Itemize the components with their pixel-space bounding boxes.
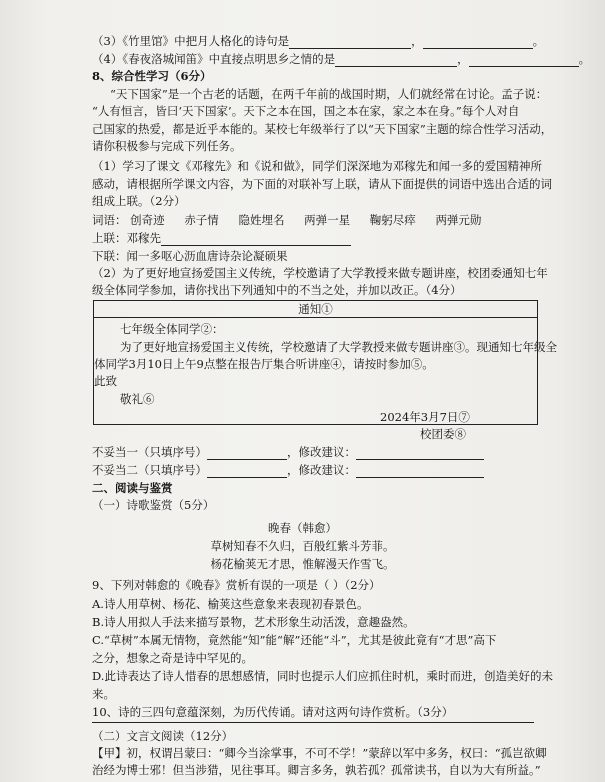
poem-line: 草树知春不久归，百般红紫斗芳菲。 [210,539,395,553]
q8-1-line: （1）学习了课文《邓稼先》和《说和做》，同学们深深地为邓稼先和闻一多的爱国精神所 [92,159,543,173]
answer-blank-4b[interactable] [469,54,579,67]
question-3-text: （3）《竹里馆》中把月人格化的诗句是 [92,34,290,48]
vocab-item: 两弹一星 [304,213,351,227]
q8-intro-line: 己国家的热爱，都是近乎本能的。某校七年级举行了以“天下国家”主题的综合性学习活动， [92,122,553,136]
couplet-upper: 上联：邓稼先 [92,230,351,246]
poem-title: 晚春（韩愈） [268,521,337,535]
poem-line: 杨花榆荚无才思，惟解漫天作雪飞。 [210,557,395,571]
notice-body-line: 体同学3月10日上午9点整在报告厅集合听讲座④，请按时参加⑤。 [94,357,434,371]
answer-blank-3a[interactable] [289,36,411,49]
answer-blank-4a[interactable] [335,54,457,67]
q9-option: A.诗人用草树、杨花、榆荚这些意象来表现初春景色。 [92,597,369,611]
vocab-item: 两弹元勋 [435,213,482,227]
notice-signer: 校团委⑧ [420,427,466,441]
notice-box [93,300,557,425]
notice-divider [94,317,537,318]
notice-cizhi: 此致 [94,374,117,388]
answer-blank-3b[interactable] [423,36,533,49]
question-4: （4）《春夜洛城闻笛》中直接点明思乡之情的是 ， 。 [92,52,591,66]
vocab-item: 鞠躬尽瘁 [369,213,416,227]
vocab-list: 词语： 创奇迹 赤子情 隐姓埋名 两弹一星 鞠躬尽瘁 两弹元勋 [92,213,482,227]
q8-intro-line: “人有恒言，皆曰‘天下国家’。天下之本在国，国之本在家，家之本在身。”每个人对自 [92,104,520,118]
section-2-title: 二、阅读与鉴赏 [92,481,173,495]
section-2-2-title: （二）文言文阅读（12分） [92,729,234,743]
wenyan-line: 治经为博士邪！但当涉猎，见往事耳。卿言多务，孰若孤？孤常读书，自以为大有所益。” [92,763,541,777]
fix-1-blank[interactable] [356,447,484,460]
couplet-lower: 下联：闻一多呕心沥血唐诗杂论凝硕果 [92,249,288,263]
notice-greeting: 七年级全体同学②： [120,322,224,336]
q9-option: 来。 [92,687,115,701]
vocab-item: 赤子情 [184,213,219,227]
notice-date: 2024年3月7日⑦ [380,410,470,424]
q8-1-line: 感动，请根据所学课文内容，为下面的对联补写上联，请从下面提供的词语中选出合适的词 [92,177,552,191]
question-10: 10、诗的三四句意蕴深刻，为历代传诵。请对这两句诗作赏析。（3分） [92,705,454,719]
wenyan-line: 【甲】初，权谓吕蒙曰：“卿今当涂掌事，不可不学！”蒙辞以军中多务，权曰：“孤岂欲卿 [92,746,547,760]
notice-title: 通知① [298,302,333,316]
notice-jingli: 敬礼⑥ [120,392,155,406]
notice-body-line: 为了更好地宣扬爱国主义传统，学校邀请了大学教授来做专题讲座③。现通知七年级全 [120,340,557,354]
section-2-1-title: （一）诗歌鉴赏（5分） [92,498,215,512]
q9-option: B.诗人用拟人手法来描写景物，艺术形象生动活泼，意趣盎然。 [92,615,415,629]
question-3: （3）《竹里馆》中把月人格化的诗句是 ， 。 [92,34,545,48]
q8-2-line: 级全体同学参加，请你找出下列通知中的不当之处，并加以改正。（4分） [92,283,462,297]
question-9: 9、下列对韩愈的《晚春》赏析有误的一项是（ ）（2分） [92,578,381,592]
question-4-text: （4）《春夜洛城闻笛》中直接点明思乡之情的是 [92,52,336,66]
q8-intro-line: “天下国家”是一个古老的话题，在两千年前的战国时期，人们就经常在讨论。孟子说： [110,87,548,101]
improper-1: 不妥当一（只填序号） ，修改建议： [92,444,484,460]
q8-intro-line: 请你积极参与完成下列任务。 [92,139,242,153]
q8-2-line: （2）为了更好地宣扬爱国主义传统，学校邀请了大学教授来做专题讲座，校团委通知七年 [92,266,548,280]
q9-option: D.此诗表达了诗人惜春的思想感情，同时也提示人们应抓住时机，乘时而进，创造美好的未 [92,669,553,683]
q9-option: C.“草树”本属无情物，竟然能“知”能“解”还能“斗”，尤其是彼此竟有“才思”高下 [92,633,497,647]
vocab-item: 创奇迹 [130,213,165,227]
answer-line-10[interactable] [92,722,534,723]
question-8-title: 8、综合性学习（6分） [92,69,212,83]
q9-option: 之分，想象之奇是诗中罕见的。 [92,651,253,665]
vocab-item: 隐姓埋名 [238,213,285,227]
improper-1-blank[interactable] [207,447,287,460]
improper-2: 不妥当二（只填序号） ，修改建议： [92,462,484,478]
improper-2-blank[interactable] [207,465,287,478]
fix-2-blank[interactable] [356,465,484,478]
q8-1-line: 组成上联。（2分） [92,194,186,208]
couplet-upper-blank[interactable] [161,233,351,246]
